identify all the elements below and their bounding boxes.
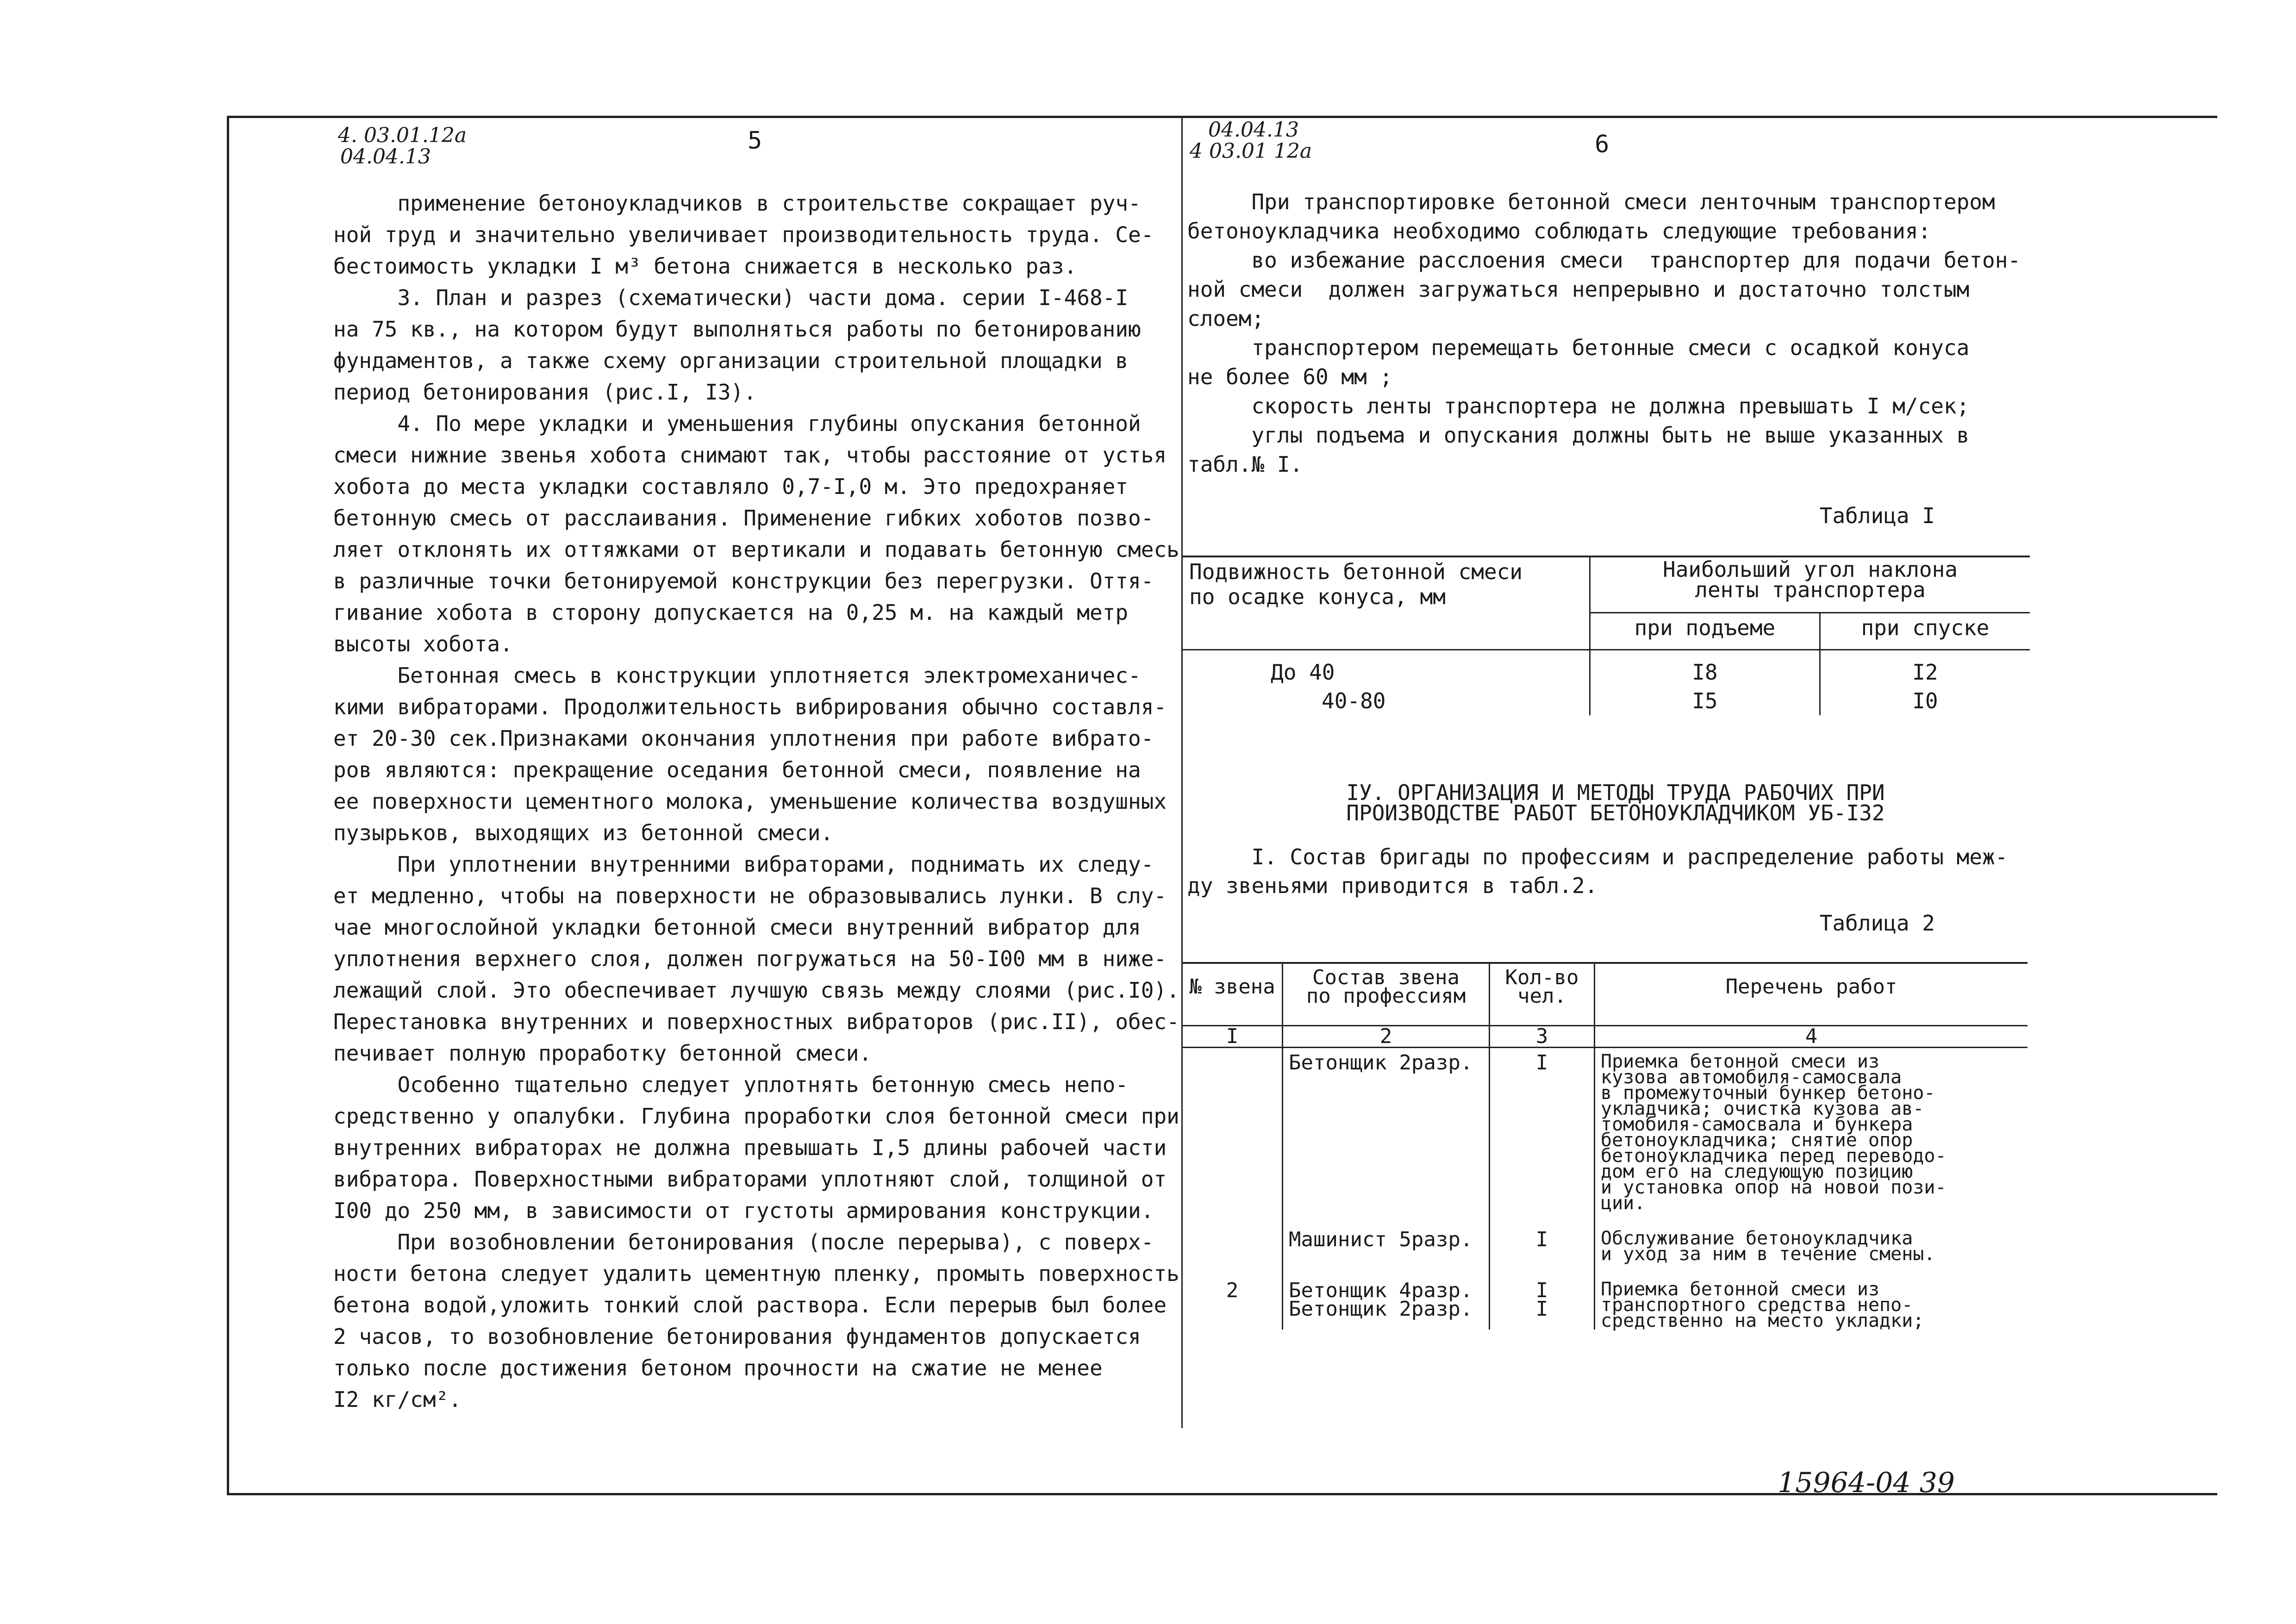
left-line: При уплотнении внутренними вибраторами, поднимать их следу- — [333, 852, 1154, 877]
t2-crew — [1183, 1212, 1283, 1263]
left-border — [227, 116, 229, 1495]
right-line: табл.№ I. — [1187, 452, 1303, 477]
left-line: печивает полную проработку бетонной смеси. — [333, 1041, 872, 1066]
right-line: бетоноукладчика необходимо соблюдать следующие требования: — [1187, 219, 1931, 244]
t2-composition: Бетонщик 4разр. Бетонщик 2разр. — [1283, 1263, 1490, 1330]
left-line: Бетонная смесь в конструкции уплотняется электромеханичес- — [333, 663, 1141, 688]
left-line: Особенно тщательно следует уплотнять бетонную смесь непо- — [333, 1072, 1129, 1097]
left-line: I00 до 250 мм, в зависимости от густоты армирования конструкции. — [333, 1198, 1154, 1223]
left-line: 2 часов, то возобновление бетонирования фундаментов допускается — [333, 1324, 1141, 1349]
table1-caption: Таблица I — [1819, 503, 1935, 528]
right-line: При транспортировке бетонной смеси ленточным транспортером — [1187, 189, 1995, 214]
left-line: бестоимость укладки I м³ бетона снижается в несколько раз. — [333, 254, 1077, 279]
left-line: ности бетона следует удалить цементную пленку, промыть поверхность — [333, 1261, 1179, 1286]
left-line: высоты хобота. — [333, 631, 513, 656]
right-line: углы подъема и опускания должны быть не выше указанных в — [1187, 423, 1970, 448]
t2-col-number: I — [1183, 1026, 1283, 1048]
left-line: кими вибраторами. Продолжительность вибрирования обычно составля- — [333, 694, 1167, 719]
right-line: транспортером перемещать бетонные смеси с осадкой конуса — [1187, 335, 1970, 360]
t2-count: I I — [1490, 1263, 1595, 1330]
left-line: внутренних вибраторах не должна превышать I,5 длины рабочей части — [333, 1135, 1167, 1160]
t2-header-composition: Состав звена по профессиям — [1283, 963, 1490, 1026]
left-page-number: 5 — [748, 127, 762, 155]
right-code-1: 04.04.13 — [1208, 118, 1299, 142]
left-line: ров являются: прекращение оседания бетонной смеси, появление на — [333, 757, 1141, 782]
left-text-column — [333, 187, 1185, 1415]
right-intro — [1187, 187, 2034, 479]
handwritten-doc-number: 15964-04 39 — [1778, 1467, 1955, 1499]
left-line: ной труд и значительно увеличивает производительность труда. Се- — [333, 222, 1154, 247]
left-line: в различные точки бетонируемой конструкции без перегрузки. Оття- — [333, 568, 1154, 593]
right-code-2: 4 03.01 12a — [1190, 139, 1312, 163]
t2-works: Приемка бетонной смеси из транспортного средства непо- средственно на место укладки; — [1601, 1279, 1924, 1331]
left-line: ее поверхности цементного молока, уменьшение количества воздушных — [333, 789, 1167, 814]
t2-crew — [1183, 1048, 1283, 1212]
left-code-2: 04.04.13 — [340, 145, 431, 169]
t2-crew: 2 — [1183, 1263, 1283, 1330]
t2-composition: Бетонщик 2разр. — [1283, 1048, 1490, 1212]
t1-row-up: I8 — [1590, 650, 1820, 687]
right-line: ной смеси должен загружаться непрерывно и достаточно толстым — [1187, 277, 1970, 302]
t2-count: I — [1490, 1212, 1595, 1263]
left-line: Перестановка внутренних и поверхностных вибраторов (рис.II), обес- — [333, 1009, 1179, 1034]
t1-header-mobility: Подвижность бетонной смеси по осадке конуса, мм — [1183, 556, 1590, 650]
right-page-number: 6 — [1595, 131, 1610, 158]
left-line: вибратора. Поверхностными вибраторами уплотняют слой, толщиной от — [333, 1167, 1167, 1192]
table-1 — [1183, 556, 2030, 715]
left-line: хобота до места укладки составляло 0,7-I,0 м. Это предохраняет — [333, 474, 1129, 499]
left-line: лежащий слой. Это обеспечивает лучшую связь между слоями (рис.I0). — [333, 978, 1179, 1003]
left-line: смеси нижние звенья хобота снимают так, чтобы расстояние от устья — [333, 443, 1167, 468]
left-line: 3. План и разрез (схематически) части дома. серии I-468-I — [333, 285, 1129, 310]
t2-header-works: Перечень работ — [1725, 975, 1897, 999]
left-line: При возобновлении бетонирования (после перерыва), с поверх- — [333, 1230, 1154, 1255]
t1-header-angle: Наибольший угол наклона ленты транспортера — [1590, 556, 2030, 613]
left-line: ляет отклонять их оттяжками от вертикали и подавать бетонную смесь — [333, 537, 1179, 562]
right-line: скорость ленты транспортера не должна превышать I м/сек; — [1187, 394, 1970, 418]
t2-works: Приемка бетонной смеси из кузова автомобиля-самосвала в промежуточный бункер бетоно- укладчика; очистка кузова ав- томобиля-самосвала и бункера бетоноукладчика; снятие опор бетоноукладчика перед переводо- дом его на следующую позицию и установка опор на новой пози- ции. — [1601, 1051, 1947, 1214]
left-line: только после достижения бетоном прочности на сжатие не менее — [333, 1355, 1103, 1380]
t1-row-up: I5 — [1590, 687, 1820, 715]
table-2 — [1183, 962, 2028, 1330]
left-line: фундаментов, а также схему организации строительной площадки в — [333, 348, 1129, 373]
left-line: применение бетоноукладчиков в строительстве сокращает руч- — [333, 191, 1141, 216]
left-line: ет 20-30 сек.Признаками окончания уплотнения при работе вибрато- — [333, 726, 1154, 751]
t2-col-number: 2 — [1283, 1026, 1490, 1048]
section-line: I. Состав бригады по профессиям и распределение работы меж- — [1187, 844, 2008, 869]
left-line: период бетонирования (рис.I, I3). — [333, 380, 756, 405]
right-line: не более 60 мм ; — [1187, 364, 1393, 389]
left-line: пузырьков, выходящих из бетонной смеси. — [333, 820, 834, 845]
left-line: гивание хобота в сторону допускается на 0,25 м. на каждый метр — [333, 600, 1129, 625]
t2-header-count: Кол-во чел. — [1490, 963, 1595, 1026]
t2-header-crew: № звена — [1183, 963, 1283, 1026]
t2-works: Обслуживание бетоноукладчика и уход за ним в течение смены. — [1601, 1228, 1935, 1265]
left-line: на 75 кв., на котором будут выполняться работы по бетонированию — [333, 317, 1141, 342]
left-line: ет медленно, чтобы на поверхности не образовывались лунки. В слу- — [333, 883, 1167, 908]
section-title: IУ. ОРГАНИЗАЦИЯ И МЕТОДЫ ТРУДА РАБОЧИХ ПРИ ПРОИЗВОДСТВЕ РАБОТ БЕТОНОУКЛАДЧИКОМ УБ-I32 — [1346, 780, 1885, 825]
t2-count: I — [1490, 1048, 1595, 1212]
t1-row-down: I0 — [1912, 688, 1938, 713]
t2-col-number: 4 — [1805, 1024, 1818, 1048]
t2-col-number: 3 — [1490, 1026, 1595, 1048]
t2-composition: Машинист 5разр. — [1283, 1212, 1490, 1263]
table2-caption: Таблица 2 — [1819, 911, 1935, 936]
left-line: I2 кг/см². — [333, 1387, 462, 1412]
left-line: уплотнения верхнего слоя, должен погружаться на 50-I00 мм в ниже- — [333, 946, 1167, 971]
left-line: бетона водой,уложить тонкий слой раствора. Если перерыв был более — [333, 1293, 1167, 1318]
right-line: слоем; — [1187, 306, 1265, 331]
left-line: средственно у опалубки. Глубина проработки слоя бетонной смеси при — [333, 1104, 1179, 1129]
t1-row-mobility: 40-80 — [1183, 687, 1590, 715]
left-code-1: 4. 03.01.12a — [338, 124, 467, 147]
section-line: ду звеньями приводится в табл.2. — [1187, 873, 1598, 898]
left-line: 4. По мере укладки и уменьшения глубины опускания бетонной — [333, 411, 1141, 436]
left-line: бетонную смесь от расслаивания. Применение гибких хоботов позво- — [333, 506, 1154, 531]
section-text — [1187, 843, 2034, 900]
t1-header-down: при спуске — [1820, 613, 2030, 650]
left-line: чае многослойной укладки бетонной смеси внутренний вибратор для — [333, 915, 1141, 940]
right-line: во избежание расслоения смеси транспортер для подачи бетон- — [1187, 248, 2021, 273]
t1-row-mobility: До 40 — [1183, 650, 1590, 687]
t1-header-up: при подъеме — [1590, 613, 1820, 650]
t1-row-down: I2 — [1912, 660, 1938, 685]
